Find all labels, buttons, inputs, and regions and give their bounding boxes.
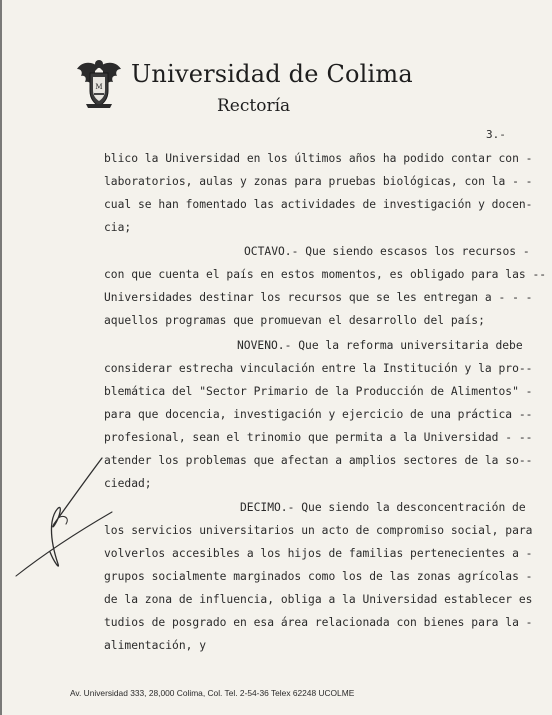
text-line: cia; (104, 221, 132, 234)
handwritten-signature-icon (14, 452, 114, 582)
institution-name: Universidad de Colima (131, 60, 413, 88)
office-name: Rectoría (217, 96, 291, 116)
page-edge (0, 0, 2, 715)
text-line: atender los problemas que afectan a amplios sectores de la so-- (104, 454, 533, 467)
text-line: Universidades destinar los recursos que se les entregan a - - - (104, 291, 533, 304)
text-line: con que cuenta el país en estos momentos, es obligado para las -- (104, 268, 547, 281)
text-line: DECIMO.- Que siendo la desconcentración de (240, 501, 526, 514)
text-line: para que docencia, investigación y ejercicio de una práctica -- (104, 408, 533, 421)
text-line: considerar estrecha vinculación entre la Institución y la pro-- (104, 362, 533, 375)
text-line: grupos socialmente marginados como los de las zonas agrícolas - (104, 570, 533, 583)
text-line: laboratorios, aulas y zonas para pruebas biológicas, con la - - (104, 175, 533, 188)
text-line: aquellos programas que promuevan el desarrollo del país; (104, 314, 485, 327)
text-line: profesional, sean el trinomio que permita a la Universidad - -- (104, 431, 533, 444)
text-line: tudios de posgrado en esa área relacionada con bienes para la - (104, 616, 533, 629)
text-line: de la zona de influencia, obliga a la Universidad establecer es (104, 593, 533, 606)
text-line: volverlos accesibles a los hijos de familias pertenecientes a - (104, 547, 533, 560)
text-line: NOVENO.- Que la reforma universitaria debe (237, 339, 523, 352)
text-line: los servicios universitarios un acto de compromiso social, para (104, 524, 533, 537)
text-line: ciedad; (104, 477, 152, 490)
footer-address: Av. Universidad 333, 28,000 Colima, Col. Tel. 2-54-36 Telex 62248 UCOLME (70, 688, 355, 698)
text-line: cual se han fomentado las actividades de investigación y docen- (104, 198, 533, 211)
text-line: blemática del "Sector Primario de la Producción de Alimentos" - (104, 385, 533, 398)
page-number: 3.- (486, 128, 506, 141)
university-crest-icon (76, 57, 122, 109)
svg-text:M: M (95, 83, 103, 91)
text-line: alimentación, y (104, 639, 207, 652)
text-line: OCTAVO.- Que siendo escasos los recursos - (244, 245, 530, 258)
text-line: blico la Universidad en los últimos años ha podido contar con - (104, 152, 533, 165)
